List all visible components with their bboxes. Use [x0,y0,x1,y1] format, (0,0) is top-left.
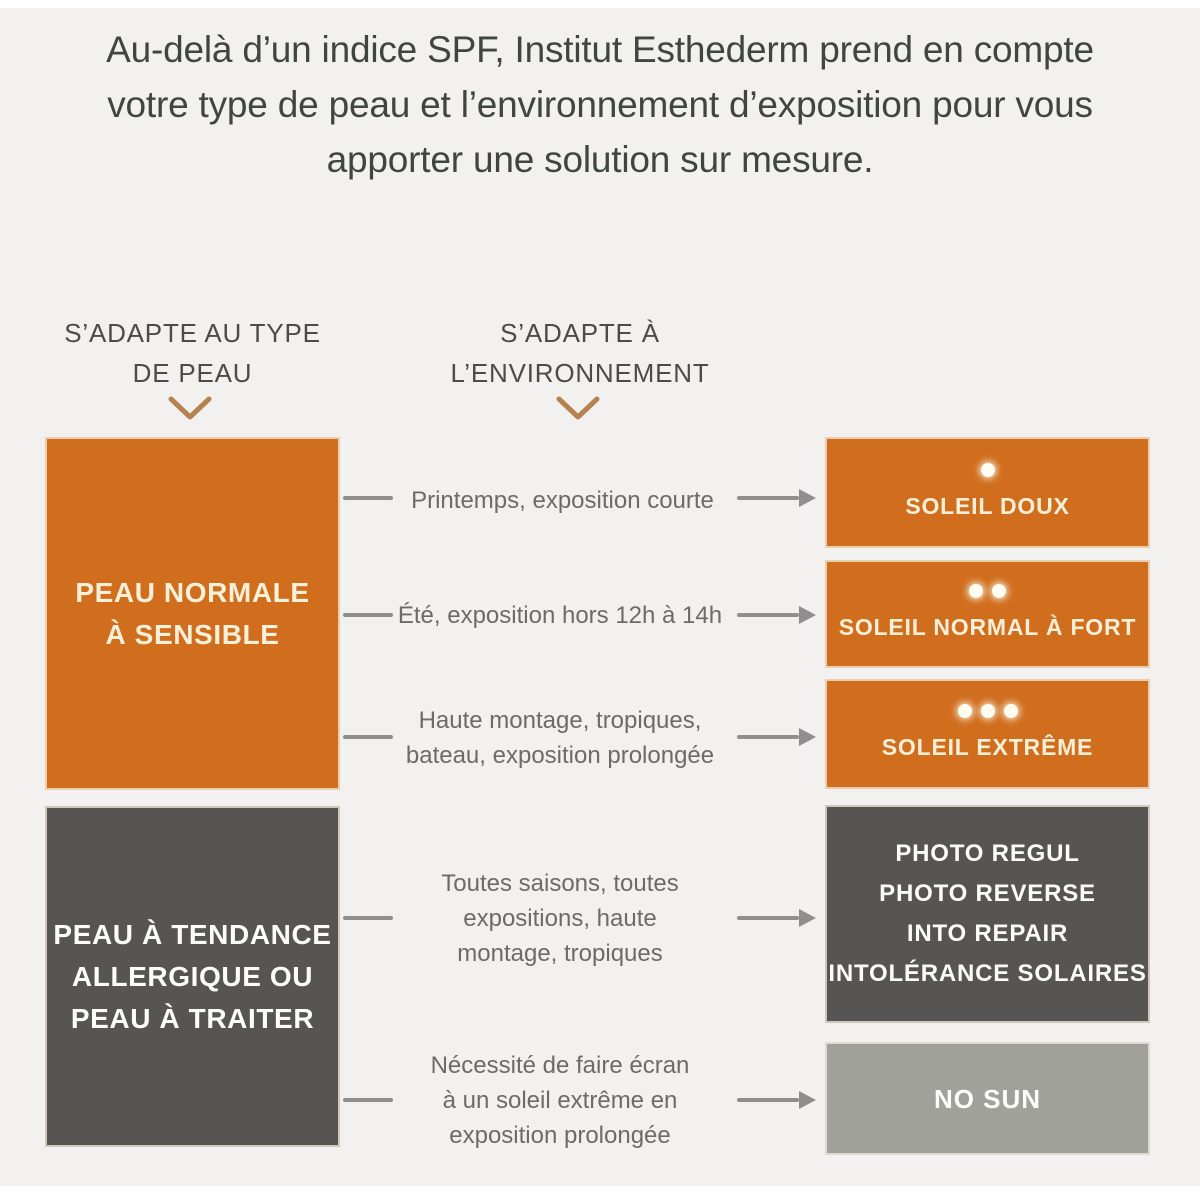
product-name: PHOTO REVERSE [879,880,1096,907]
sun-dot-icon [981,463,995,477]
skin-type-label-line: PEAU NORMALE [75,576,310,608]
column-header-environment [398,313,762,393]
condition-line: bateau, exposition prolongée [405,742,715,769]
column-header-skin-type [40,313,345,393]
skin-type-label-line: PEAU À TRAITER [70,1002,315,1034]
column-header-line: L’ENVIRONNEMENT [450,358,710,388]
condition-line: expositions, haute [463,905,657,932]
sun-dot-icon [969,584,983,598]
condition-line: Printemps, exposition courte [411,487,714,514]
chevron-down-icon [168,396,212,422]
page-title-line: Au-delà d’un indice SPF, Institut Esthederm prend en compte [106,29,1094,70]
condition-text-no-sun [405,1048,715,1153]
condition-text-extreme [385,703,735,773]
arrow-right-icon [737,1098,799,1102]
arrow-right-icon [737,496,799,500]
result-box-soleil-extreme [825,679,1150,789]
condition-text-all-seasons [410,866,710,971]
condition-line: à un soleil extrême en [442,1087,678,1114]
condition-text-spring [395,483,730,518]
connector-line [343,1098,393,1102]
sun-dot-icon [1004,704,1018,718]
result-label: SOLEIL DOUX [905,492,1070,519]
skin-type-label-line: PEAU À TENDANCE [53,918,332,950]
result-box-no-sun [825,1042,1150,1155]
connector-line [343,496,393,500]
condition-line: montage, tropiques [457,940,663,967]
condition-line: Toutes saisons, toutes [441,870,679,897]
skin-type-label-line: À SENSIBLE [105,618,280,650]
column-header-line: S’ADAPTE AU TYPE [64,318,321,348]
column-header-line: DE PEAU [132,358,253,388]
result-box-product-list [825,805,1150,1023]
condition-line: Nécessité de faire écran [430,1052,690,1079]
condition-line: Haute montage, tropiques, [418,707,702,734]
sun-dot-icon [958,704,972,718]
sun-dot-icon [981,704,995,718]
result-box-soleil-doux [825,437,1150,548]
column-header-line: S’ADAPTE À [500,318,660,348]
result-label: SOLEIL NORMAL À FORT [838,614,1137,640]
page-title-line: apporter une solution sur mesure. [326,139,874,180]
condition-line: exposition prolongée [449,1122,671,1149]
arrow-right-icon [737,613,799,617]
page-title [55,22,1145,187]
sun-dot-icon [992,584,1006,598]
arrow-right-icon [737,916,799,920]
condition-line: Été, exposition hors 12h à 14h [397,602,723,629]
connector-line [343,916,393,920]
skin-type-box-allergic-treat [45,806,340,1147]
sun-intensity-dots-1 [981,463,995,477]
skin-type-label-line: ALLERGIQUE OU [71,960,314,992]
page-title-line: votre type de peau et l’environnement d’exposition pour vous [107,84,1093,125]
product-name: INTOLÉRANCE SOLAIRES [828,960,1147,987]
product-name: INTO REPAIR [906,920,1069,947]
chevron-down-icon [556,396,600,422]
skin-type-box-normal-sensitive [45,437,340,790]
result-box-soleil-normal-fort [825,560,1150,668]
result-label: SOLEIL EXTRÊME [881,734,1094,760]
arrow-right-icon [737,735,799,739]
sun-intensity-dots-3 [958,704,1018,718]
sun-intensity-dots-2 [969,584,1006,598]
result-label: NO SUN [933,1083,1042,1114]
product-name: PHOTO REGUL [895,840,1080,867]
condition-text-summer [380,598,740,633]
